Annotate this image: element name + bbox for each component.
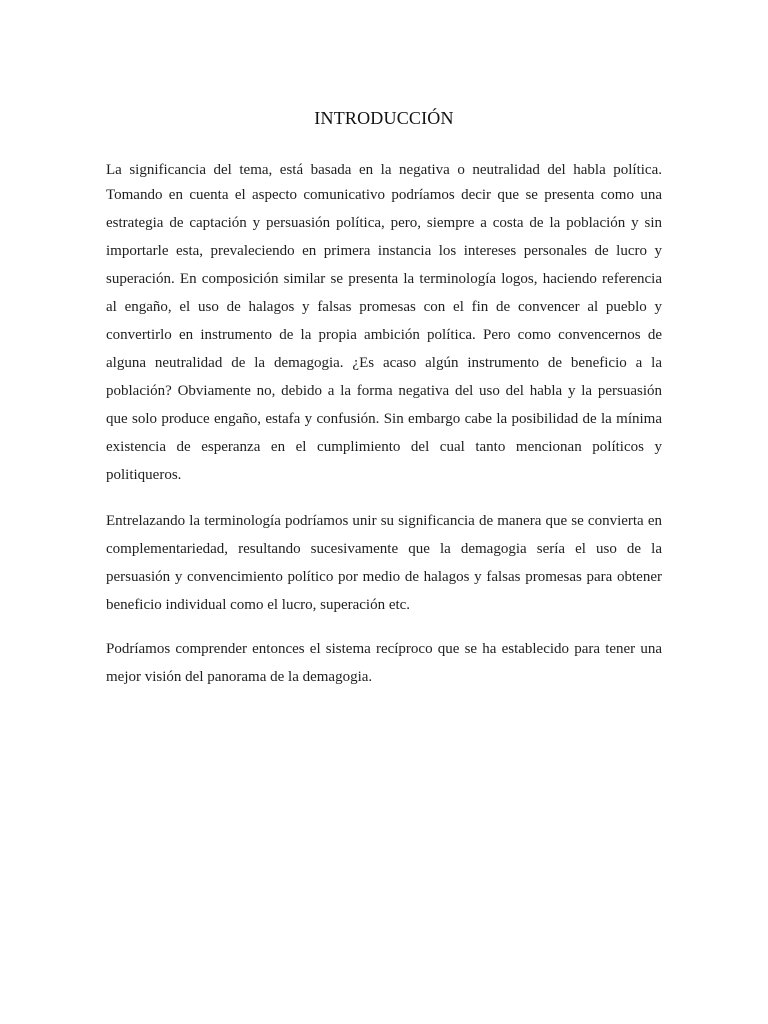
paragraph-line: existencia de esperanza en el cumplimiento del cual tanto mencionan políticos y	[106, 439, 662, 455]
paragraph-line: complementariedad, resultando sucesivamente que la demagogia sería el uso de la	[106, 541, 662, 557]
paragraph-line: importarle esta, prevaleciendo en primera instancia los intereses personales de lucro y	[106, 243, 662, 259]
paragraph-line: Tomando en cuenta el aspecto comunicativo podríamos decir que se presenta como una	[106, 187, 662, 203]
paragraph-line: que solo produce engaño, estafa y confusión. Sin embargo cabe la posibilidad de la mínima	[106, 411, 662, 427]
paragraph-line: politiqueros.	[106, 467, 182, 483]
paragraph-line: La significancia del tema, está basada en la negativa o neutralidad del habla política.	[106, 162, 662, 178]
paragraph-line: alguna neutralidad de la demagogia. ¿Es acaso algún instrumento de beneficio a la	[106, 355, 662, 371]
page-title: INTRODUCCIÓN	[314, 108, 454, 128]
paragraph-line: convertirlo en instrumento de la propia ambición política. Pero como convencernos de	[106, 327, 662, 343]
paragraph-line: beneficio individual como el lucro, superación etc.	[106, 597, 411, 613]
paragraph-line: al engaño, el uso de halagos y falsas promesas con el fin de convencer al pueblo y	[106, 299, 662, 315]
paragraph-line: mejor visión del panorama de la demagogia.	[106, 669, 373, 685]
paragraph-line: superación. En composición similar se presenta la terminología logos, haciendo referencia	[106, 271, 662, 287]
paragraph-line: persuasión y convencimiento político por medio de halagos y falsas promesas para obtener	[106, 569, 662, 585]
paragraph-line: estrategia de captación y persuasión política, pero, siempre a costa de la población y sin	[106, 215, 662, 231]
paragraph-line: Podríamos comprender entonces el sistema recíproco que se ha establecido para tener una	[106, 641, 662, 657]
paragraph-line: Entrelazando la terminología podríamos unir su significancia de manera que se convierta en	[106, 513, 662, 529]
paragraph-line: población? Obviamente no, debido a la forma negativa del uso del habla y la persuasión	[106, 383, 662, 399]
